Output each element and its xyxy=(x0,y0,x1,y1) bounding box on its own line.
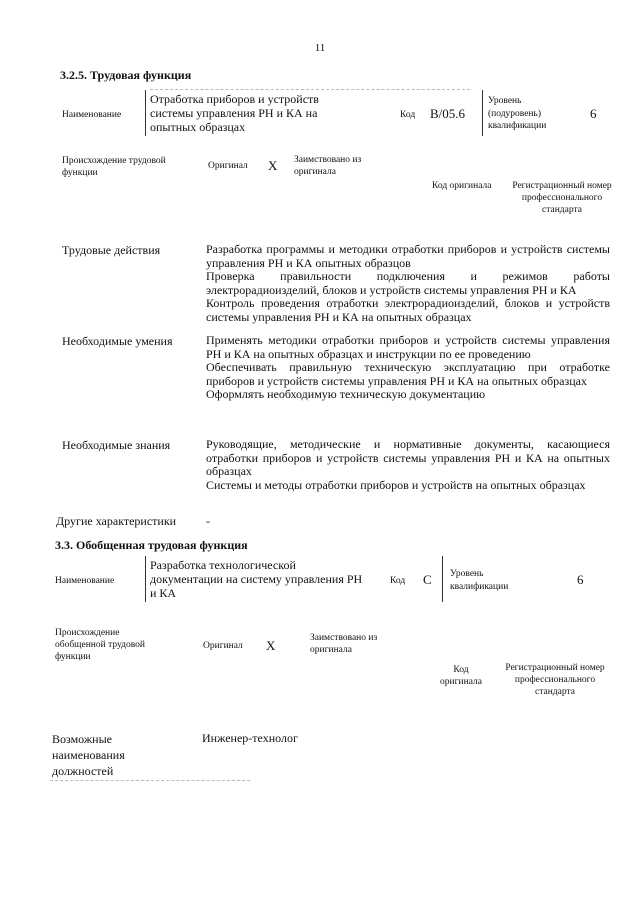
function-name: Разработка технологической документации на систему управления РН и КА xyxy=(150,558,363,600)
cell-border xyxy=(482,90,483,136)
cell-border xyxy=(145,556,146,602)
origin-label: Происхождение трудовой функции xyxy=(62,156,166,178)
level-value: 6 xyxy=(577,572,584,587)
level-label: Уровень (подуровень) квалификации xyxy=(488,96,547,131)
cell-border xyxy=(442,556,443,602)
list-item: Применять методики отработки приборов и устройств системы управления РН и КА на опытных образцах и инструкции по ее проведению xyxy=(206,333,610,361)
function-name: Отработка приборов и устройств системы управления РН и КА на опытных образцах xyxy=(150,92,319,134)
scan-dots xyxy=(50,780,250,781)
required-knowledge-label: Необходимые знания xyxy=(62,438,171,452)
registration-number-label: Регистрационный номер профессионального стандарта xyxy=(512,181,612,215)
name-label: Наименование xyxy=(62,110,122,120)
other-characteristics-value: - xyxy=(206,514,210,528)
required-skills-label: Необходимые умения xyxy=(62,334,173,348)
original-label: Оригинал xyxy=(208,161,248,171)
code-label: Код xyxy=(390,576,406,586)
original-label: Оригинал xyxy=(203,641,243,651)
other-characteristics-label: Другие характеристики xyxy=(56,514,177,528)
code-value: B/05.6 xyxy=(430,106,466,121)
list-item: Проверка правильности подключения и режимов работы электрорадиоизделий, блоков и устройств системы управления РН и КА xyxy=(206,269,610,297)
list-item: Разработка программы и методики отработки приборов и устройств системы управления РН и КА опытных образцов xyxy=(206,242,610,270)
original-mark: X xyxy=(266,638,276,653)
code-label: Код xyxy=(400,110,416,120)
required-skills-list xyxy=(206,334,610,402)
list-item: Руководящие, методические и нормативные документы, касающиеся отработки приборов и устройств системы управления РН и КА на опытных образцах xyxy=(206,437,610,479)
name-label: Наименование xyxy=(55,576,115,586)
section-heading-3-2-5: 3.2.5. Трудовая функция xyxy=(60,68,192,82)
registration-number-label: Регистрационный номер профессионального стандарта xyxy=(505,663,605,697)
possible-positions-label: Возможные наименования должностей xyxy=(52,732,125,778)
list-item: Обеспечивать правильную техническую эксплуатацию при отработке приборов и устройств системы управления РН и КА на опытных образцах xyxy=(206,360,610,388)
labor-actions-list xyxy=(206,243,610,325)
page-number: 11 xyxy=(314,42,326,54)
scan-dots xyxy=(150,89,470,90)
labor-actions-label: Трудовые действия xyxy=(62,243,161,257)
level-label: Уровень квалификации xyxy=(450,569,509,592)
required-knowledge-list xyxy=(206,438,610,492)
level-value: 6 xyxy=(590,106,597,121)
list-item: Оформлять необходимую техническую документацию xyxy=(206,387,486,402)
section-heading-3-3: 3.3. Обобщенная трудовая функция xyxy=(55,538,248,552)
cell-border xyxy=(145,90,146,136)
original-code-label: Код оригинала xyxy=(440,665,482,687)
code-value: C xyxy=(423,572,432,587)
borrowed-label: Заимствовано из оригинала xyxy=(310,633,378,655)
origin-label: Происхождение обобщенной трудовой функции xyxy=(55,628,145,662)
borrowed-label: Заимствовано из оригинала xyxy=(294,155,362,177)
list-item: Системы и методы отработки приборов и устройств на опытных образцах xyxy=(206,477,586,492)
list-item: Контроль проведения отработки электрорадиоизделий, блоков и устройств системы управления РН и КА на опытных образцах xyxy=(206,296,610,324)
original-mark: X xyxy=(268,158,278,173)
possible-positions-value: Инженер-технолог xyxy=(202,731,298,745)
original-code-label: Код оригинала xyxy=(432,181,492,191)
